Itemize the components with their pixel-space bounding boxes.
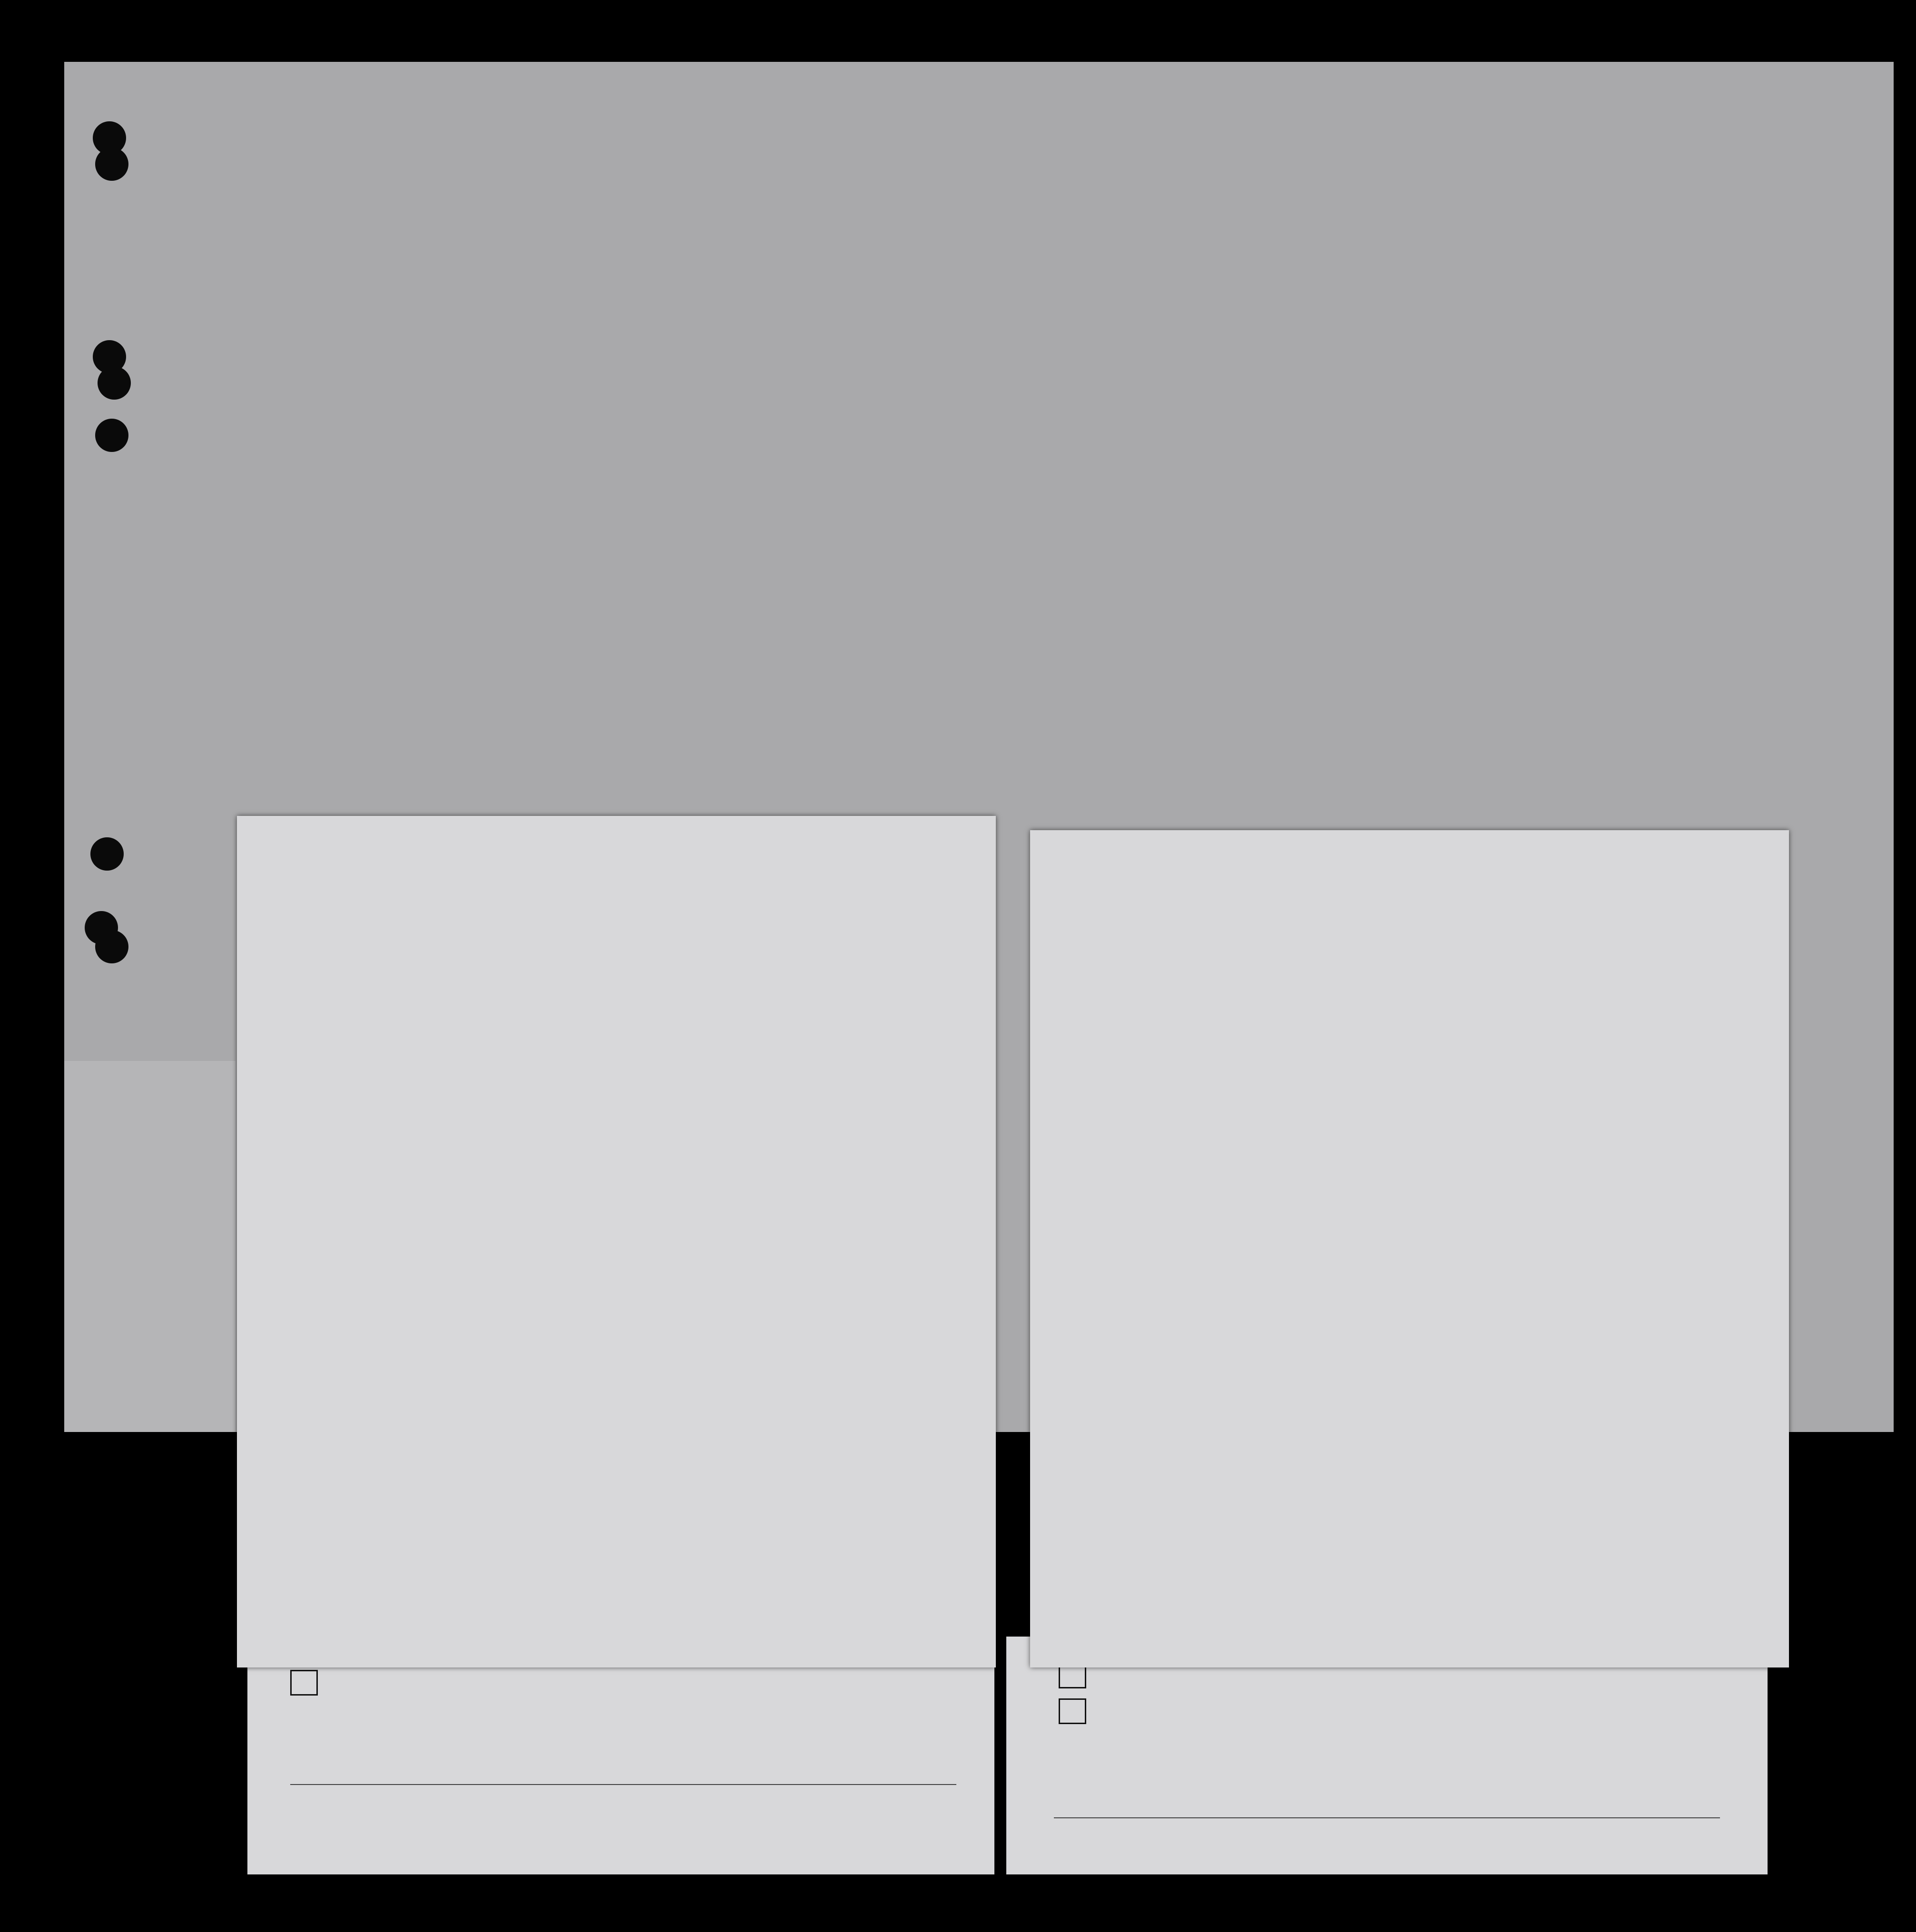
checkbox[interactable] — [1059, 1698, 1086, 1724]
punch-hole — [90, 837, 124, 871]
manifest-left-strip — [64, 1061, 236, 1432]
punch-hole — [95, 147, 128, 181]
under-card-left — [247, 1637, 994, 1874]
requirements-card-left — [237, 816, 996, 1667]
punch-hole — [95, 419, 128, 452]
under-card-right — [1006, 1637, 1768, 1874]
divider — [1054, 1817, 1720, 1818]
punch-hole — [95, 930, 128, 963]
punch-hole — [98, 366, 131, 400]
requirements-card-right — [1030, 830, 1789, 1667]
checkbox[interactable] — [290, 1670, 318, 1696]
divider — [290, 1784, 956, 1785]
